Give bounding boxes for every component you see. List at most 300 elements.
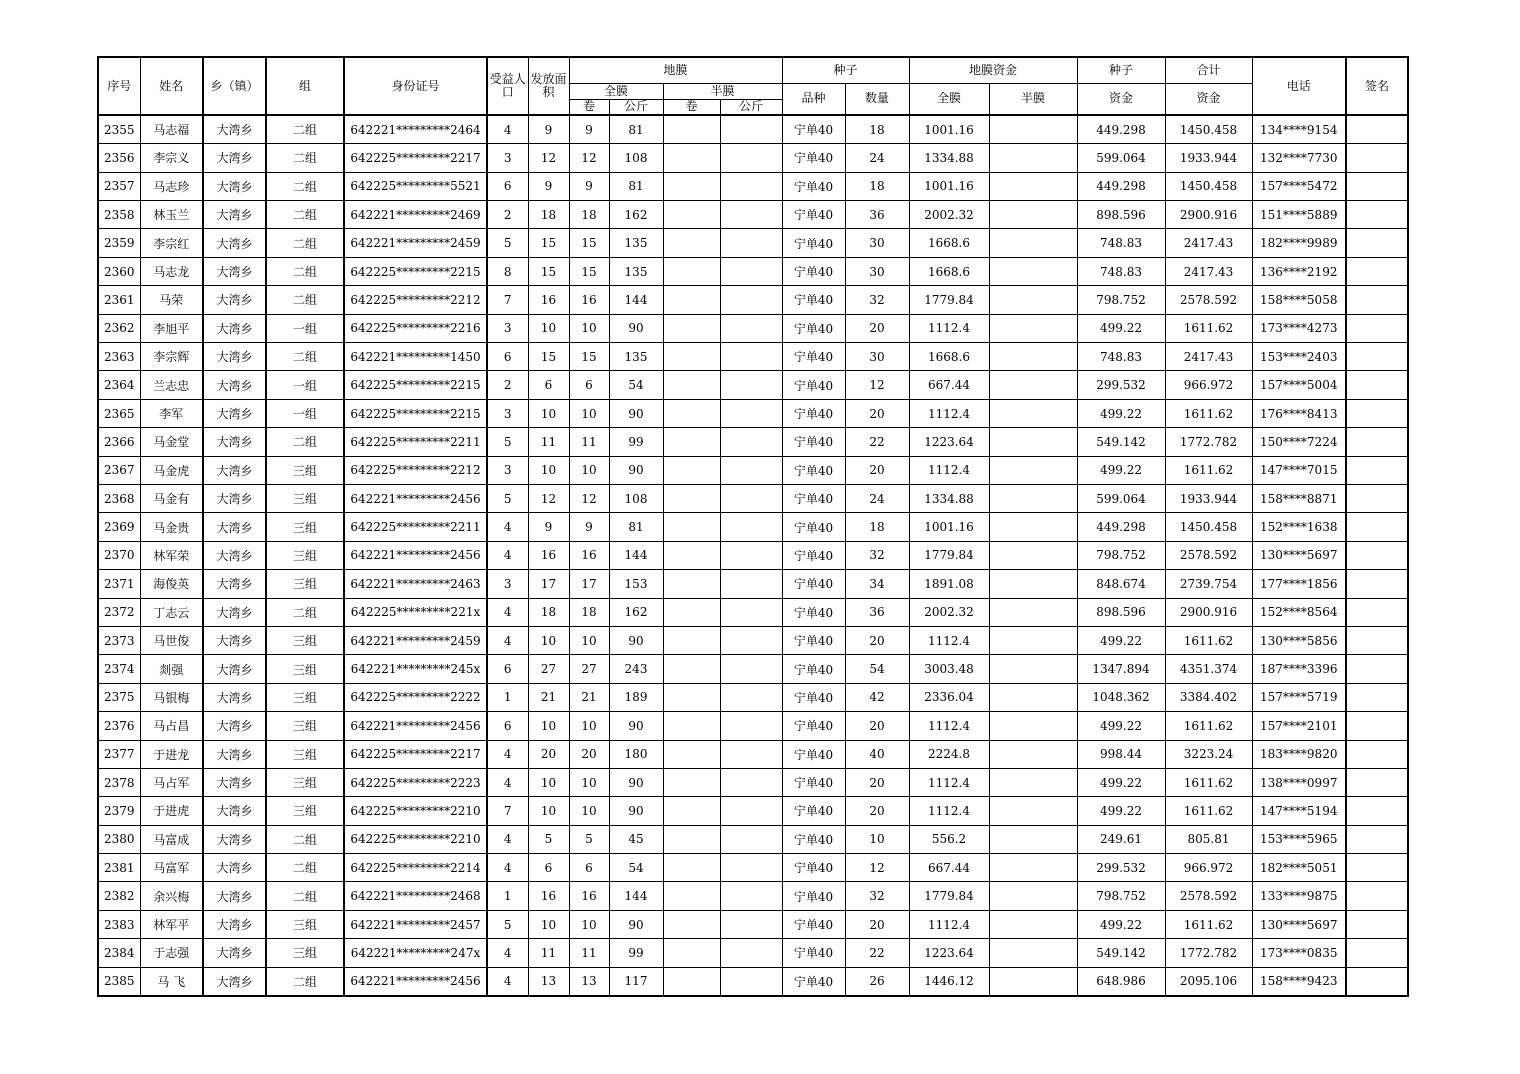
cell-township: 大湾乡 — [203, 201, 266, 229]
cell-seq: 2367 — [98, 456, 140, 484]
cell-fund-half — [989, 683, 1077, 711]
cell-variety: 宁单40 — [782, 797, 845, 825]
cell-beneficiaries: 7 — [487, 797, 528, 825]
cell-id-number: 642221*********2468 — [344, 882, 487, 910]
cell-kg: 117 — [609, 967, 663, 996]
header-signature: 签名 — [1346, 57, 1408, 115]
cell-total: 2739.754 — [1165, 570, 1252, 598]
cell-group: 一组 — [266, 399, 344, 427]
table-row — [98, 257, 1408, 285]
cell-id-number: 642221*********2456 — [344, 484, 487, 512]
cell-kg-half — [720, 371, 782, 399]
cell-total: 2095.106 — [1165, 967, 1252, 996]
cell-roll: 12 — [569, 144, 609, 172]
cell-id-number: 642221*********2464 — [344, 115, 487, 144]
cell-fund-full: 2336.04 — [909, 683, 989, 711]
cell-seq: 2361 — [98, 286, 140, 314]
cell-area: 10 — [528, 399, 569, 427]
cell-variety: 宁单40 — [782, 768, 845, 796]
cell-id-number: 642225*********2210 — [344, 797, 487, 825]
table-row — [98, 825, 1408, 853]
cell-township: 大湾乡 — [203, 343, 266, 371]
cell-group: 三组 — [266, 484, 344, 512]
cell-fund-half — [989, 343, 1077, 371]
cell-signature — [1346, 257, 1408, 285]
cell-kg-half — [720, 655, 782, 683]
cell-township: 大湾乡 — [203, 144, 266, 172]
cell-fund-full: 1223.64 — [909, 428, 989, 456]
cell-fund-half — [989, 910, 1077, 938]
cell-id-number: 642221*********245x — [344, 655, 487, 683]
header-kg: 公斤 — [609, 99, 663, 115]
cell-area: 6 — [528, 371, 569, 399]
cell-quantity: 22 — [845, 428, 909, 456]
cell-seed-funds: 798.752 — [1077, 286, 1165, 314]
cell-area: 9 — [528, 513, 569, 541]
cell-fund-full: 1112.4 — [909, 910, 989, 938]
cell-fund-half — [989, 655, 1077, 683]
cell-township: 大湾乡 — [203, 286, 266, 314]
cell-id-number: 642221*********247x — [344, 939, 487, 967]
cell-roll-half — [663, 428, 720, 456]
cell-roll-half — [663, 825, 720, 853]
cell-signature — [1346, 144, 1408, 172]
cell-township: 大湾乡 — [203, 229, 266, 257]
cell-fund-half — [989, 314, 1077, 342]
cell-kg-half — [720, 825, 782, 853]
cell-phone: 176****8413 — [1252, 399, 1346, 427]
cell-name: 马 飞 — [140, 967, 203, 996]
cell-signature — [1346, 115, 1408, 144]
cell-kg-half — [720, 201, 782, 229]
cell-phone: 173****4273 — [1252, 314, 1346, 342]
cell-beneficiaries: 4 — [487, 115, 528, 144]
cell-fund-half — [989, 939, 1077, 967]
cell-phone: 182****5051 — [1252, 854, 1346, 882]
cell-id-number: 642221*********2463 — [344, 570, 487, 598]
cell-kg: 162 — [609, 201, 663, 229]
cell-variety: 宁单40 — [782, 570, 845, 598]
cell-fund-half — [989, 484, 1077, 512]
table-row — [98, 655, 1408, 683]
cell-group: 三组 — [266, 740, 344, 768]
cell-id-number: 642221*********2456 — [344, 541, 487, 569]
table-row — [98, 598, 1408, 626]
cell-fund-full: 2002.32 — [909, 201, 989, 229]
cell-group: 二组 — [266, 201, 344, 229]
cell-id-number: 642221*********2456 — [344, 967, 487, 996]
table-row — [98, 683, 1408, 711]
cell-kg-half — [720, 882, 782, 910]
cell-group: 二组 — [266, 854, 344, 882]
cell-seed-funds: 648.986 — [1077, 967, 1165, 996]
cell-roll-half — [663, 768, 720, 796]
cell-beneficiaries: 4 — [487, 854, 528, 882]
cell-seed-funds: 499.22 — [1077, 626, 1165, 654]
cell-variety: 宁单40 — [782, 172, 845, 200]
cell-name: 马金堂 — [140, 428, 203, 456]
cell-kg-half — [720, 740, 782, 768]
cell-seed-funds: 499.22 — [1077, 712, 1165, 740]
cell-total: 2417.43 — [1165, 343, 1252, 371]
cell-seq: 2356 — [98, 144, 140, 172]
cell-quantity: 20 — [845, 456, 909, 484]
cell-roll: 18 — [569, 201, 609, 229]
cell-seed-funds: 898.596 — [1077, 201, 1165, 229]
cell-seq: 2357 — [98, 172, 140, 200]
cell-group: 二组 — [266, 825, 344, 853]
cell-fund-full: 1668.6 — [909, 343, 989, 371]
cell-area: 6 — [528, 854, 569, 882]
cell-township: 大湾乡 — [203, 825, 266, 853]
cell-variety: 宁单40 — [782, 598, 845, 626]
cell-beneficiaries: 6 — [487, 343, 528, 371]
cell-kg-half — [720, 967, 782, 996]
cell-quantity: 18 — [845, 513, 909, 541]
cell-total: 1450.458 — [1165, 115, 1252, 144]
cell-fund-full: 1112.4 — [909, 712, 989, 740]
cell-kg-half — [720, 513, 782, 541]
cell-phone: 183****9820 — [1252, 740, 1346, 768]
cell-group: 三组 — [266, 513, 344, 541]
cell-roll-half — [663, 882, 720, 910]
table-row — [98, 967, 1408, 996]
cell-variety: 宁单40 — [782, 541, 845, 569]
cell-total: 966.972 — [1165, 371, 1252, 399]
cell-roll: 9 — [569, 172, 609, 200]
cell-township: 大湾乡 — [203, 712, 266, 740]
cell-beneficiaries: 4 — [487, 939, 528, 967]
cell-phone: 157****5004 — [1252, 371, 1346, 399]
cell-signature — [1346, 399, 1408, 427]
cell-group: 三组 — [266, 768, 344, 796]
cell-beneficiaries: 3 — [487, 456, 528, 484]
cell-quantity: 22 — [845, 939, 909, 967]
cell-roll-half — [663, 910, 720, 938]
header-quantity: 数量 — [845, 83, 909, 115]
cell-seed-funds: 998.44 — [1077, 740, 1165, 768]
cell-name: 李宗红 — [140, 229, 203, 257]
cell-area: 10 — [528, 712, 569, 740]
cell-id-number: 642221*********2459 — [344, 229, 487, 257]
cell-signature — [1346, 854, 1408, 882]
cell-name: 马金贵 — [140, 513, 203, 541]
cell-area: 21 — [528, 683, 569, 711]
cell-area: 15 — [528, 257, 569, 285]
cell-id-number: 642225*********2212 — [344, 286, 487, 314]
cell-fund-half — [989, 144, 1077, 172]
cell-fund-full: 1779.84 — [909, 882, 989, 910]
cell-township: 大湾乡 — [203, 570, 266, 598]
cell-beneficiaries: 6 — [487, 655, 528, 683]
table-row — [98, 740, 1408, 768]
cell-fund-full: 2224.8 — [909, 740, 989, 768]
header-group: 组 — [266, 57, 344, 115]
cell-fund-half — [989, 598, 1077, 626]
cell-group: 三组 — [266, 797, 344, 825]
cell-name: 兰志忠 — [140, 371, 203, 399]
cell-fund-half — [989, 115, 1077, 144]
cell-township: 大湾乡 — [203, 371, 266, 399]
cell-signature — [1346, 428, 1408, 456]
cell-township: 大湾乡 — [203, 797, 266, 825]
cell-total: 1611.62 — [1165, 314, 1252, 342]
cell-fund-half — [989, 456, 1077, 484]
cell-fund-half — [989, 768, 1077, 796]
header-seq: 序号 — [98, 57, 140, 115]
cell-area: 9 — [528, 115, 569, 144]
table-row — [98, 343, 1408, 371]
cell-township: 大湾乡 — [203, 854, 266, 882]
cell-beneficiaries: 2 — [487, 201, 528, 229]
cell-name: 马金虎 — [140, 456, 203, 484]
cell-signature — [1346, 825, 1408, 853]
cell-kg-half — [720, 144, 782, 172]
cell-kg-half — [720, 456, 782, 484]
cell-township: 大湾乡 — [203, 115, 266, 144]
cell-township: 大湾乡 — [203, 967, 266, 996]
header-seed-funds: 资金 — [1077, 83, 1165, 115]
cell-phone: 130****5697 — [1252, 541, 1346, 569]
cell-kg-half — [720, 854, 782, 882]
table-row — [98, 314, 1408, 342]
cell-group: 三组 — [266, 541, 344, 569]
cell-seq: 2365 — [98, 399, 140, 427]
cell-roll: 27 — [569, 655, 609, 683]
header-township: 乡（镇） — [203, 57, 266, 115]
cell-seed-funds: 798.752 — [1077, 882, 1165, 910]
cell-beneficiaries: 2 — [487, 371, 528, 399]
cell-kg-half — [720, 910, 782, 938]
cell-roll-half — [663, 570, 720, 598]
cell-quantity: 30 — [845, 343, 909, 371]
cell-fund-full: 1334.88 — [909, 484, 989, 512]
cell-signature — [1346, 768, 1408, 796]
cell-seed-funds: 299.532 — [1077, 371, 1165, 399]
cell-group: 二组 — [266, 428, 344, 456]
cell-fund-full: 1891.08 — [909, 570, 989, 598]
cell-quantity: 36 — [845, 598, 909, 626]
cell-kg: 144 — [609, 286, 663, 314]
cell-seq: 2376 — [98, 712, 140, 740]
header-seed-top: 种子 — [1077, 57, 1165, 83]
cell-group: 三组 — [266, 910, 344, 938]
cell-roll: 15 — [569, 257, 609, 285]
cell-quantity: 20 — [845, 910, 909, 938]
cell-roll: 15 — [569, 229, 609, 257]
cell-fund-full: 1112.4 — [909, 399, 989, 427]
cell-beneficiaries: 1 — [487, 882, 528, 910]
cell-roll: 10 — [569, 910, 609, 938]
cell-roll: 10 — [569, 712, 609, 740]
cell-name: 余兴梅 — [140, 882, 203, 910]
cell-signature — [1346, 484, 1408, 512]
cell-kg-half — [720, 399, 782, 427]
cell-fund-half — [989, 882, 1077, 910]
cell-township: 大湾乡 — [203, 513, 266, 541]
cell-area: 10 — [528, 797, 569, 825]
table-row — [98, 882, 1408, 910]
cell-roll: 16 — [569, 286, 609, 314]
cell-fund-half — [989, 371, 1077, 399]
cell-variety: 宁单40 — [782, 115, 845, 144]
cell-seq: 2372 — [98, 598, 140, 626]
cell-fund-half — [989, 201, 1077, 229]
cell-kg: 108 — [609, 484, 663, 512]
cell-seed-funds: 898.596 — [1077, 598, 1165, 626]
cell-name: 李宗辉 — [140, 343, 203, 371]
cell-seq: 2369 — [98, 513, 140, 541]
cell-seq: 2382 — [98, 882, 140, 910]
cell-roll-half — [663, 939, 720, 967]
cell-seed-funds: 499.22 — [1077, 768, 1165, 796]
table-row — [98, 910, 1408, 938]
header-fund-full: 全膜 — [909, 83, 989, 115]
cell-kg: 135 — [609, 257, 663, 285]
table-row — [98, 201, 1408, 229]
cell-kg-half — [720, 939, 782, 967]
header-film-funds: 地膜资金 — [909, 57, 1077, 83]
cell-group: 三组 — [266, 683, 344, 711]
cell-seq: 2371 — [98, 570, 140, 598]
cell-roll: 10 — [569, 399, 609, 427]
cell-signature — [1346, 626, 1408, 654]
cell-seq: 2355 — [98, 115, 140, 144]
cell-roll-half — [663, 740, 720, 768]
table-row — [98, 456, 1408, 484]
cell-roll: 11 — [569, 939, 609, 967]
table-header — [98, 57, 1408, 115]
cell-name: 马银梅 — [140, 683, 203, 711]
cell-area: 18 — [528, 598, 569, 626]
cell-seq: 2370 — [98, 541, 140, 569]
cell-seq: 2362 — [98, 314, 140, 342]
cell-roll: 10 — [569, 626, 609, 654]
table-row — [98, 115, 1408, 144]
table-row — [98, 570, 1408, 598]
table-row — [98, 484, 1408, 512]
cell-variety: 宁单40 — [782, 910, 845, 938]
cell-seed-funds: 848.674 — [1077, 570, 1165, 598]
cell-kg-half — [720, 797, 782, 825]
cell-roll-half — [663, 343, 720, 371]
cell-name: 林军平 — [140, 910, 203, 938]
cell-roll: 10 — [569, 768, 609, 796]
cell-id-number: 642225*********2217 — [344, 740, 487, 768]
cell-kg: 45 — [609, 825, 663, 853]
cell-name: 李军 — [140, 399, 203, 427]
cell-kg-half — [720, 314, 782, 342]
cell-phone: 158****5058 — [1252, 286, 1346, 314]
cell-name: 海俊英 — [140, 570, 203, 598]
table-row — [98, 797, 1408, 825]
cell-beneficiaries: 6 — [487, 712, 528, 740]
cell-group: 三组 — [266, 939, 344, 967]
cell-roll: 15 — [569, 343, 609, 371]
cell-seq: 2358 — [98, 201, 140, 229]
header-total: 合计 — [1165, 57, 1252, 83]
cell-signature — [1346, 201, 1408, 229]
cell-name: 马志福 — [140, 115, 203, 144]
cell-phone: 158****9423 — [1252, 967, 1346, 996]
header-seed: 种子 — [782, 57, 909, 83]
table-row — [98, 626, 1408, 654]
header-area: 发放面积 — [528, 57, 569, 115]
cell-name: 于进龙 — [140, 740, 203, 768]
cell-area: 10 — [528, 910, 569, 938]
table-row — [98, 428, 1408, 456]
cell-id-number: 642225*********2214 — [344, 854, 487, 882]
header-name: 姓名 — [140, 57, 203, 115]
cell-fund-half — [989, 740, 1077, 768]
cell-group: 二组 — [266, 172, 344, 200]
cell-id-number: 642225*********2211 — [344, 428, 487, 456]
cell-roll-half — [663, 257, 720, 285]
cell-beneficiaries: 5 — [487, 229, 528, 257]
cell-fund-half — [989, 513, 1077, 541]
cell-roll-half — [663, 854, 720, 882]
cell-signature — [1346, 598, 1408, 626]
cell-seed-funds: 748.83 — [1077, 257, 1165, 285]
cell-kg: 99 — [609, 428, 663, 456]
cell-roll-half — [663, 201, 720, 229]
table-row — [98, 399, 1408, 427]
cell-beneficiaries: 8 — [487, 257, 528, 285]
cell-area: 18 — [528, 201, 569, 229]
cell-roll: 20 — [569, 740, 609, 768]
cell-fund-half — [989, 541, 1077, 569]
cell-kg-half — [720, 257, 782, 285]
cell-area: 10 — [528, 314, 569, 342]
cell-seed-funds: 599.064 — [1077, 144, 1165, 172]
cell-variety: 宁单40 — [782, 314, 845, 342]
cell-fund-full: 1001.16 — [909, 172, 989, 200]
cell-roll: 10 — [569, 456, 609, 484]
cell-variety: 宁单40 — [782, 626, 845, 654]
cell-phone: 157****5472 — [1252, 172, 1346, 200]
cell-roll-half — [663, 513, 720, 541]
cell-kg-half — [720, 172, 782, 200]
cell-variety: 宁单40 — [782, 428, 845, 456]
cell-quantity: 36 — [845, 201, 909, 229]
cell-roll-half — [663, 655, 720, 683]
cell-roll: 17 — [569, 570, 609, 598]
cell-quantity: 20 — [845, 626, 909, 654]
cell-group: 三组 — [266, 626, 344, 654]
cell-kg-half — [720, 115, 782, 144]
cell-roll-half — [663, 229, 720, 257]
cell-name: 马占军 — [140, 768, 203, 796]
cell-kg-half — [720, 712, 782, 740]
cell-phone: 177****1856 — [1252, 570, 1346, 598]
table-row — [98, 939, 1408, 967]
cell-id-number: 642225*********2215 — [344, 257, 487, 285]
cell-township: 大湾乡 — [203, 598, 266, 626]
cell-phone: 150****7224 — [1252, 428, 1346, 456]
cell-roll-half — [663, 484, 720, 512]
cell-beneficiaries: 5 — [487, 484, 528, 512]
cell-kg-half — [720, 286, 782, 314]
cell-quantity: 20 — [845, 314, 909, 342]
cell-signature — [1346, 513, 1408, 541]
cell-roll-half — [663, 172, 720, 200]
cell-phone: 157****5719 — [1252, 683, 1346, 711]
cell-group: 二组 — [266, 115, 344, 144]
cell-total: 2900.916 — [1165, 201, 1252, 229]
cell-name: 马占昌 — [140, 712, 203, 740]
cell-total: 1772.782 — [1165, 939, 1252, 967]
cell-roll-half — [663, 967, 720, 996]
